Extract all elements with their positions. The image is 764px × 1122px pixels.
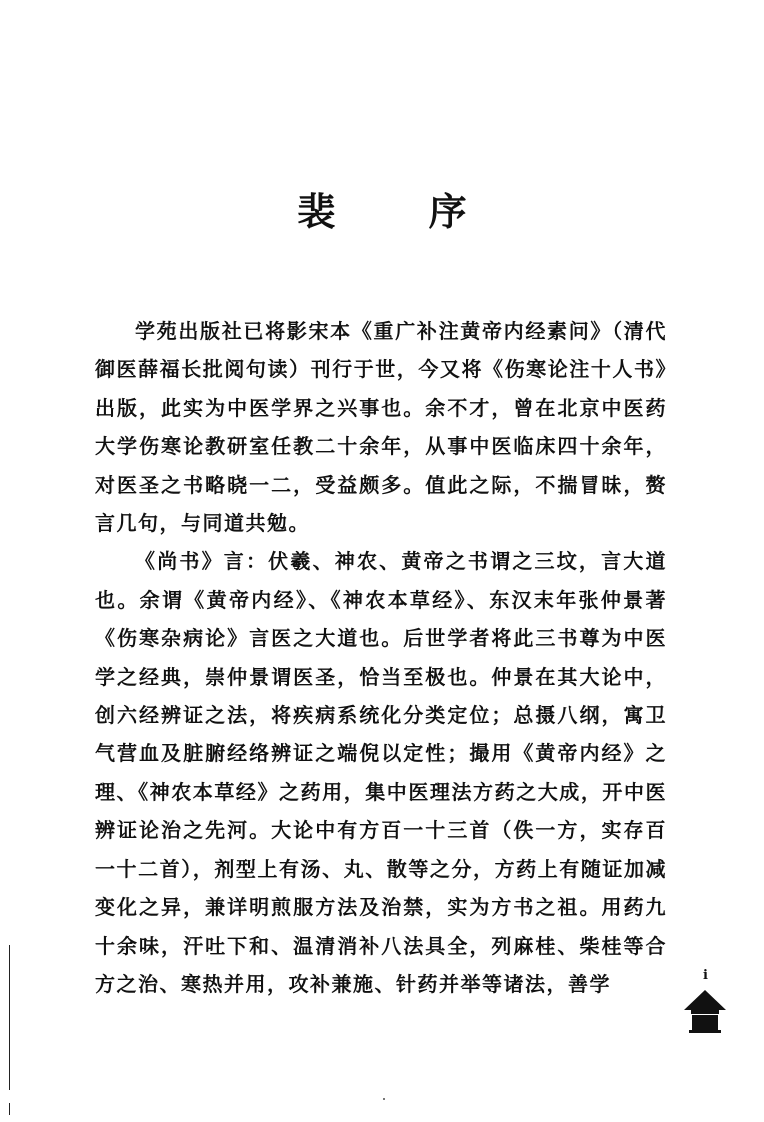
scan-edge-tick <box>9 1103 10 1115</box>
scan-edge-line <box>9 945 10 1090</box>
paragraph-1: 学苑出版社已将影宋本《重广补注黄帝内经素问》（清代御医薛福长批阅句读）刊行于世，今又将《伤寒论注十人书》出版，此实为中医学界之兴事也。余不才，曾在北京中医药大学伤寒论教研室任教二十余年，从事中医临床四十余年，对医圣之书略晓一二，受益颇多。值此之际，不揣冒昧，赘言几句，与同道共勉。 <box>95 319 667 536</box>
scan-dot <box>383 1098 385 1100</box>
paragraph-2: 《尚书》言：伏羲、神农、黄帝之书谓之三坟，言大道也。余谓《黄帝内经》、《神农本草经》、东汉末年张仲景著《伤寒杂病论》言医之大道也。后世学者将此三书尊为中医学之经典，崇仲景谓医圣，恰当至极也。仲景在其大论中，创六经辨证之法，将疾病系统化分类定位；总摄八纲，寓卫气营血及脏腑经络辨证之端倪以定性；撮用《黄帝内经》之理、《神农本草经》之药用，集中医理法方药之大成，开中医辨证论治之先河。大论中有方百一十三首（佚一方，实存百一十二首），剂型上有汤、丸、散等之分，方药上有随证加减变化之异，兼详明煎服方法及治禁，实为方书之祖。用药九十余味，汗吐下和、温清消补八法具全，列麻桂、柴桂等合方之治、寒热并用，攻补兼施、针药并举等诸法，善学 <box>95 549 667 996</box>
page-title: 裴 序 <box>297 189 507 234</box>
preface-body <box>95 312 667 1003</box>
page-number: i <box>703 968 708 983</box>
house-icon[interactable] <box>682 988 728 1034</box>
